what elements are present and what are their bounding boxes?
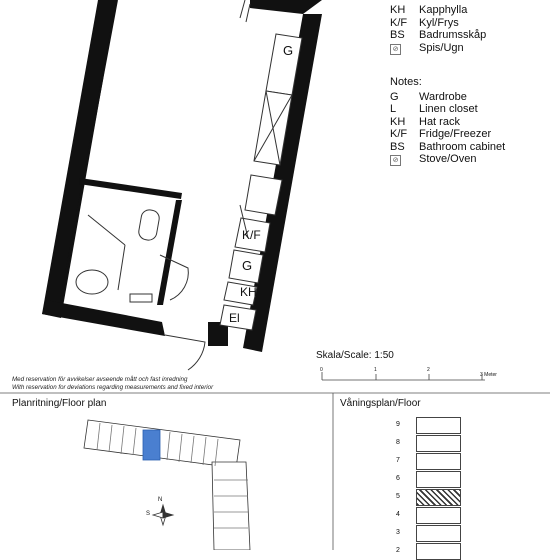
hat-rack-label-kh: KH [240, 285, 257, 299]
legend-code: BS [390, 140, 405, 153]
legend-code: BS [390, 29, 405, 41]
legend-label: Kyl/Frys [419, 16, 459, 29]
entry-door-swing [165, 335, 205, 370]
floor-number: 6 [396, 475, 400, 482]
stove-icon: ⊘ [390, 155, 401, 166]
floor-number: 9 [396, 421, 400, 428]
legend-label: Wardrobe [419, 90, 467, 103]
legend-code: KH [390, 4, 406, 16]
building-overview [84, 420, 250, 550]
wall-interior-left [61, 0, 117, 300]
wardrobe-label-g1: G [283, 43, 294, 58]
scale-bar [322, 372, 485, 380]
floor-plan-title: Planritning/Floor plan [12, 398, 107, 409]
wall-right-top [250, 0, 322, 14]
legend-code: KH [390, 115, 406, 128]
wardrobe-label-g2: G [242, 258, 253, 273]
bathroom-cabinet [130, 294, 152, 302]
floor-box [416, 435, 461, 452]
floor-number: 2 [396, 547, 400, 554]
compass-n: N [158, 497, 163, 503]
scale-label: Skala/Scale: 1:50 [316, 350, 394, 361]
floor-box [416, 543, 461, 560]
floor-box [416, 417, 461, 434]
wall-left [42, 0, 117, 318]
highlighted-unit [143, 430, 160, 460]
stove-icon: ⊘ [390, 44, 401, 55]
legend-english [390, 76, 505, 166]
legend-label: Fridge/Freezer [419, 128, 492, 140]
floor-box [416, 507, 461, 524]
legend-label: Badrumsskåp [419, 29, 487, 41]
legend-label: Linen closet [419, 103, 478, 115]
floor-level-title: Våningsplan/Floor [340, 398, 421, 409]
legend-swedish [390, 4, 486, 55]
shower-line [88, 215, 125, 245]
legend-code: K/F [390, 128, 408, 140]
scale-tick-1: 1 [374, 367, 377, 373]
scale-tick-2: 2 [427, 367, 430, 373]
floor-box [416, 471, 461, 488]
legend-label: Bathroom cabinet [419, 140, 506, 153]
notes-title: Notes: [390, 76, 422, 88]
floor-box [416, 525, 461, 542]
fridge-box [245, 175, 282, 215]
compass-s: S [146, 511, 151, 517]
sink [76, 270, 108, 294]
fridge-label-kf: K/F [242, 228, 261, 242]
legend-label: Hat rack [419, 115, 460, 128]
floor-number: 8 [396, 439, 400, 446]
legend-code: G [390, 90, 399, 103]
floor-number: 7 [396, 457, 400, 464]
bathroom-wall-right [157, 200, 182, 305]
disclaimer [12, 376, 213, 391]
compass-rose [153, 505, 173, 525]
floor-box [416, 453, 461, 470]
legend-label: Stove/Oven [419, 153, 477, 165]
legend-code: L [390, 103, 397, 115]
electric-label-el: El [229, 311, 240, 325]
disclaimer-en: With reservation for deviations regarding measurements and fixed interior [12, 383, 214, 391]
floor-number: 3 [396, 529, 400, 536]
wall-bottom [42, 300, 165, 336]
floor-box-current [416, 489, 461, 506]
legend-code: K/F [390, 16, 408, 29]
scale-tick-3: 3 Meter [480, 372, 497, 378]
legend-label: Spis/Ugn [419, 41, 464, 54]
toilet [138, 209, 161, 242]
floor-number: 4 [396, 511, 400, 518]
legend-label: Kapphylla [419, 4, 468, 16]
scale-tick-0: 0 [320, 367, 323, 373]
floor-number: 5 [396, 493, 400, 500]
disclaimer-sv: Med reservation för avvikelser avseende mått och fast inredning [12, 376, 188, 383]
bathroom-wall-top [79, 178, 182, 199]
